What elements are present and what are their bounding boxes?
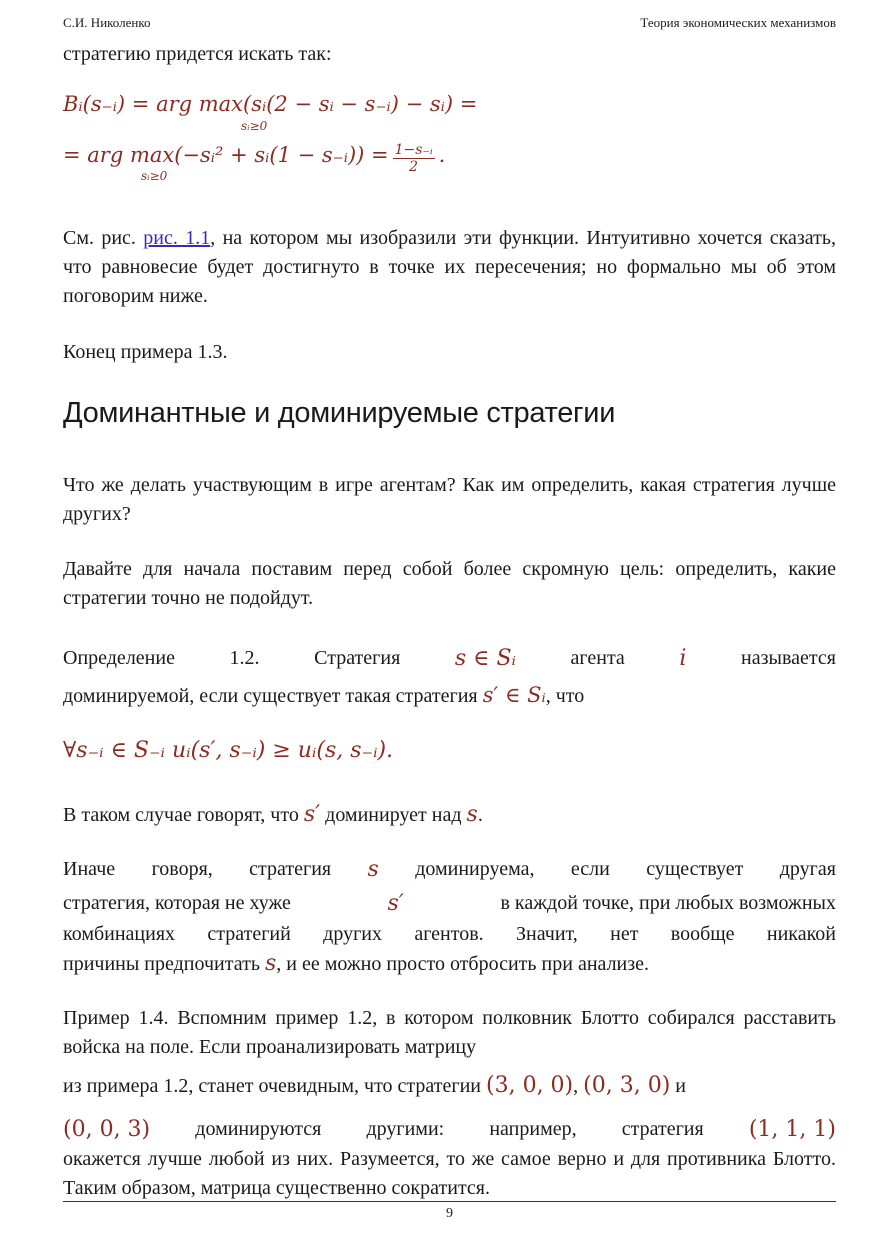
word: доминируются bbox=[195, 1118, 322, 1140]
case-post: . bbox=[477, 804, 483, 826]
formula-dominance: ∀s₋ᵢ ∈ S₋ᵢ uᵢ(s′, s₋ᵢ) ≥ uᵢ(s, s₋ᵢ). bbox=[63, 738, 394, 763]
line4-pre: причины предпочитать bbox=[63, 953, 260, 975]
other-words-line-2 bbox=[63, 889, 836, 918]
para1-pre: См. рис. bbox=[63, 227, 136, 249]
intro-line: стратегию придется искать так: bbox=[63, 43, 332, 65]
math-s-in-si: s ∈ Sᵢ bbox=[454, 646, 516, 671]
paragraph-dominates bbox=[63, 800, 836, 830]
paragraph-goal: Давайте для начала поставим перед собой более скромную цель: определить, какие стратегии точно не подойдут. bbox=[63, 558, 836, 609]
example14-lines-5-6: окажется лучше любой из них. Разумеется, то же самое верно и для противника Блотто. Таким образом, матрица существенно сократится. bbox=[63, 1148, 836, 1199]
word: Иначе bbox=[63, 858, 116, 880]
word: другими: bbox=[366, 1118, 445, 1140]
case-pre: В таком случае говорят, что bbox=[63, 804, 299, 826]
word-and: и bbox=[675, 1075, 686, 1097]
figure-link[interactable]: рис. 1.1 bbox=[143, 227, 211, 249]
def-word: Определение bbox=[63, 647, 175, 669]
formula-line-1: Bᵢ(s₋ᵢ) = arg max(sᵢ(2 − sᵢ − s₋ᵢ) − sᵢ) = bbox=[63, 92, 478, 116]
math-i: i bbox=[679, 646, 687, 671]
other-words-line-3: комбинациях стратегий других агентов. Значит, нет вообще никакой bbox=[63, 923, 836, 945]
para1-post: , на котором мы изобразили эти функции. Интуитивно хочется сказать, что равновесие будет достигнуто в точке их пересечения; но формально мы об этом поговорим ниже. bbox=[63, 227, 837, 307]
definition-line-1 bbox=[63, 644, 836, 673]
formula-line-2: = arg max(−sᵢ² + sᵢ(1 − s₋ᵢ)) = $\frac{\text{1−s₋ᵢ}}{2}$ . bbox=[63, 142, 446, 175]
def-line2-pre: доминируемой, если существует такая стратегия bbox=[63, 685, 478, 707]
other-words-line-4 bbox=[63, 949, 836, 979]
line2-post: в каждой точке, при любых возможных bbox=[500, 892, 836, 914]
paragraph-question: Что же делать участвующим в игре агентам? Как им определить, какая стратегия лучше других? bbox=[63, 474, 836, 525]
formula-best-response bbox=[63, 92, 836, 192]
word: существует bbox=[646, 858, 744, 880]
running-header bbox=[63, 15, 836, 31]
example14-line-4 bbox=[63, 1115, 836, 1144]
formula-line-2-under: sᵢ≥0 bbox=[141, 169, 168, 183]
word: доминируема, bbox=[415, 858, 535, 880]
header-title: Теория экономических механизмов bbox=[640, 15, 836, 30]
formula-line-2-left: = arg max(−sᵢ² + sᵢ(1 − s₋ᵢ)) = bbox=[63, 143, 389, 168]
other-words-line-1 bbox=[63, 855, 836, 884]
section-title: Доминантные и доминируемые стратегии bbox=[63, 397, 616, 429]
math-sprime: s′ bbox=[303, 802, 321, 827]
word: например, bbox=[489, 1118, 577, 1140]
paragraph-figure-ref bbox=[63, 224, 836, 311]
math-sprime: s′ bbox=[387, 891, 404, 916]
case-mid: доминирует над bbox=[325, 804, 462, 826]
math-vector-003: (0, 0, 3) bbox=[63, 1117, 151, 1142]
def-number: 1.2. bbox=[229, 647, 260, 669]
fraction-numerator: 1−s₋ᵢ bbox=[394, 142, 433, 158]
def-word: называется bbox=[741, 647, 836, 669]
comma: , bbox=[573, 1075, 579, 1097]
math-s: s bbox=[367, 857, 379, 882]
math-sprime-in-si: s′ ∈ Sᵢ bbox=[482, 683, 546, 707]
word: стратегия bbox=[621, 1118, 704, 1140]
line4-post: , и ее можно просто отбросить при анализе. bbox=[276, 953, 650, 975]
page-number: 9 bbox=[446, 1206, 453, 1221]
example-end: Конец примера 1.3. bbox=[63, 341, 228, 363]
word: стратегия bbox=[249, 858, 332, 880]
math-s: s bbox=[264, 951, 277, 976]
math-vector-111: (1, 1, 1) bbox=[748, 1117, 836, 1142]
formula-fraction bbox=[393, 142, 435, 175]
fraction-denominator: 2 bbox=[409, 159, 419, 175]
word: говоря, bbox=[151, 858, 213, 880]
word: другая bbox=[779, 858, 836, 880]
def-word: агента bbox=[570, 647, 625, 669]
def-line2-post: , что bbox=[545, 685, 585, 707]
math-s: s bbox=[466, 802, 478, 827]
header-author: С.И. Николенко bbox=[63, 15, 151, 30]
formula-line-1-under: sᵢ≥0 bbox=[241, 119, 268, 133]
word: если bbox=[570, 858, 610, 880]
def-word: Стратегия bbox=[314, 647, 401, 669]
footer-divider bbox=[63, 1201, 836, 1202]
math-vector-030: (0, 3, 0) bbox=[583, 1073, 671, 1098]
definition-line-2 bbox=[63, 681, 836, 711]
example14-line-3 bbox=[63, 1071, 836, 1101]
line3-pre: из примера 1.2, станет очевидным, что стратегии bbox=[63, 1075, 481, 1097]
line2-pre: стратегия, которая не хуже bbox=[63, 892, 291, 914]
example14-lines-1-2: Пример 1.4. Вспомним пример 1.2, в котором полковник Блотто собирался расставить войска на поле. Если проанализировать матрицу bbox=[63, 1007, 836, 1058]
math-vector-300: (3, 0, 0) bbox=[486, 1073, 574, 1098]
